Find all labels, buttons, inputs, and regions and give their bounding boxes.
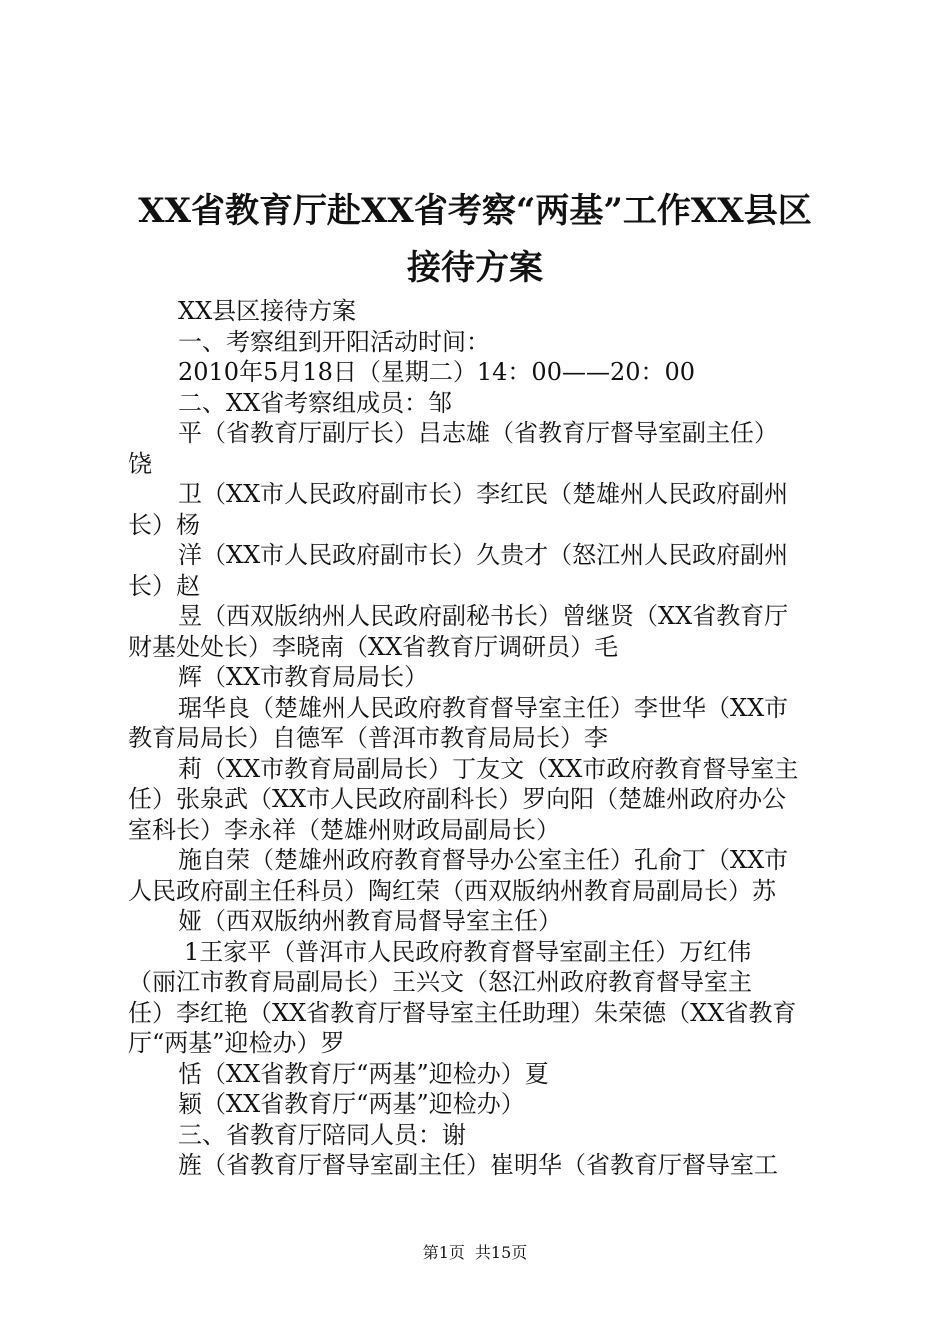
body-line: 昱（西双版纳州人民政府副秘书长）曾继贤（XX省教育厅 [178, 602, 789, 630]
body-line: 娅（西双版纳州教育局督导室主任） [178, 907, 562, 935]
body-line: 室科长）李永祥（楚雄州财政局副局长） [128, 815, 560, 844]
body-line: 任）张泉武（XX市人民政府副科长）罗向阳（楚雄州政府办公 [128, 785, 787, 813]
body-line: 平（省教育厅副厅长）吕志雄（省教育厅督导室副主任） [178, 419, 778, 447]
page-footer [0, 1243, 950, 1263]
body-line: 一、考察组到开阳活动时间： [178, 327, 490, 356]
body-line: 厅“两基”迎检办）罗 [128, 1029, 345, 1057]
body-line: 颖（XX省教育厅“两基”迎检办） [178, 1090, 525, 1118]
body-line: 长）赵 [128, 571, 200, 600]
body-line: 琚华良（楚雄州人民政府教育督导室主任）李世华（XX市 [178, 693, 789, 722]
document-title-line-1: XX省教育厅赴XX省考察“两基”工作XX县区 [138, 191, 812, 231]
body-line: 长）杨 [128, 510, 200, 539]
body-line: 施自荣（楚雄州政府教育督导办公室主任）孔俞丁（XX市 [178, 846, 789, 874]
document-title-line-2: 接待方案 [407, 248, 543, 288]
body-line: 饶 [128, 449, 152, 478]
body-line: 教育局局长）自德军（普洱市教育局局长）李 [128, 724, 608, 752]
body-line: 辉（XX市教育局局长） [178, 663, 429, 691]
body-line: 洋（XX市人民政府副市长）久贵才（怒江州人民政府副州 [178, 541, 789, 569]
document-body [128, 296, 834, 1181]
body-line: 二、XX省考察组成员：邹 [178, 388, 453, 417]
body-line: 任）李红艳（XX省教育厅督导室主任助理）朱荣德（XX省教育 [128, 998, 797, 1027]
body-line: 莉（XX市教育局副局长）丁友文（XX市政府教育督导室主 [178, 754, 799, 783]
body-line: 财基处处长）李晓南（XX省教育厅调研员）毛 [128, 632, 619, 661]
body-line: XX县区接待方案 [178, 297, 357, 325]
body-line: （丽江市教育局副局长）王兴文（怒江州政府教育督导室主 [128, 968, 752, 996]
body-line: 人民政府副主任科员）陶红荣（西双版纳州教育局副局长）苏 [128, 876, 776, 905]
body-line: 1王家平（普洱市人民政府教育督导室副主任）万红伟 [184, 937, 752, 966]
body-line: 三、省教育厅陪同人员：谢 [178, 1120, 466, 1149]
body-line: 恬（XX省教育厅“两基”迎检办）夏 [178, 1059, 549, 1088]
page-number-total: 共15页 [474, 1243, 528, 1262]
page-number-current: 第1页 [422, 1243, 465, 1262]
body-line: 卫（XX市人民政府副市长）李红民（楚雄州人民政府副州 [178, 480, 789, 508]
body-line: 2010年5月18日（星期二）14：00——20：00 [178, 358, 696, 386]
body-line: 旌（省教育厅督导室副主任）崔明华（省教育厅督导室工 [178, 1151, 778, 1179]
